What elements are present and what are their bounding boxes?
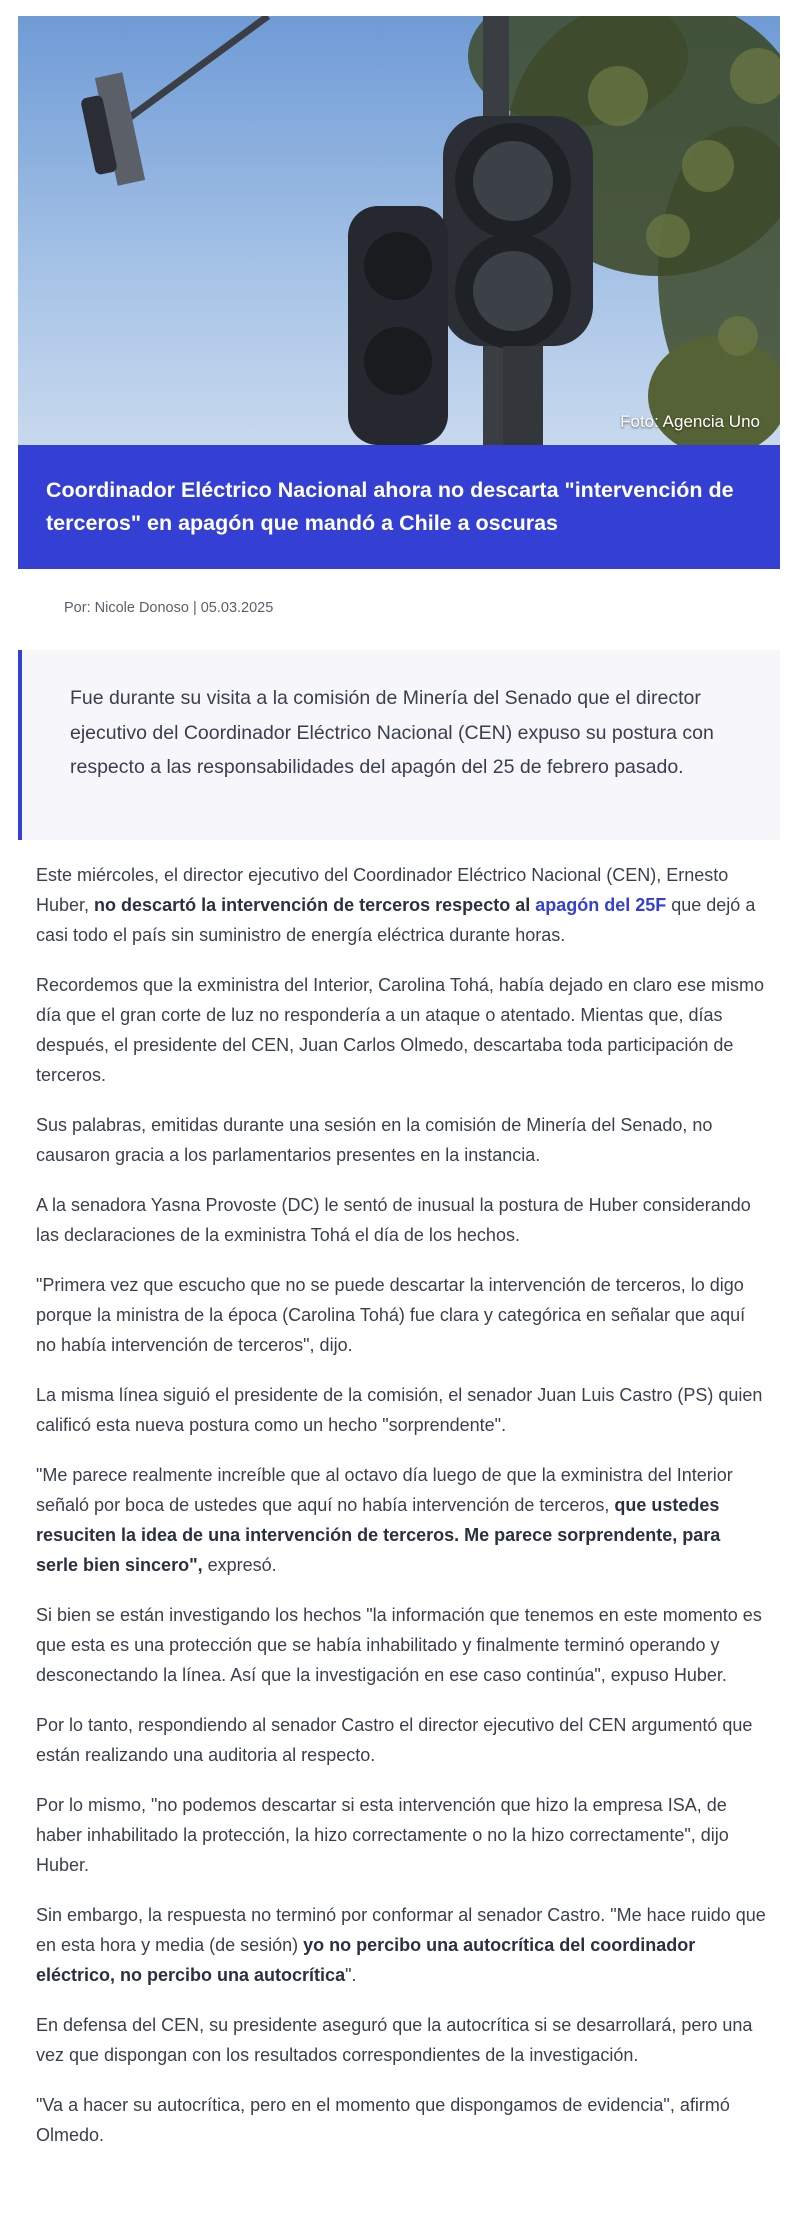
paragraph-5: "Primera vez que escucho que no se puede descartar la intervención de terceros, lo digo porque la ministra de la época (Carolina Tohá) fue clara y categórica en señalar que aquí no había intervención de terceros", dijo.	[36, 1275, 746, 1355]
paragraph-4: A la senadora Yasna Provoste (DC) le sentó de inusual la postura de Huber considerando las declaraciones de la exministra Tohá el día de los hechos.	[36, 1195, 751, 1245]
article-headline: Coordinador Eléctrico Nacional ahora no descarta "intervención de terceros" en apagón que mandó a Chile a oscuras	[46, 478, 734, 535]
apagon-25f-link[interactable]: apagón del 25F	[535, 895, 667, 915]
traffic-light-photo	[18, 16, 780, 445]
paragraph-1	[36, 860, 766, 950]
paragraph-7	[36, 1460, 766, 1580]
bold-text: que ustedes resuciten la idea de una intervención de terceros. Me parece sorprendente, para serle bien sincero",	[36, 1495, 721, 1575]
headline-banner	[18, 445, 780, 569]
paragraph-text: Este miércoles, el director ejecutivo del Coordinador Eléctrico Nacional (CEN), Ernesto Huber,	[36, 865, 729, 915]
article-lead-box	[18, 650, 780, 840]
paragraph-9: Por lo tanto, respondiendo al senador Castro el director ejecutivo del CEN argumentó que están realizando una auditoria al respecto.	[36, 1715, 753, 1765]
article-body	[36, 860, 766, 2170]
article-hero-image	[18, 16, 780, 445]
paragraph-10: Por lo mismo, "no podemos descartar si esta intervención que hizo la empresa ISA, de haber inhabilitado la protección, la hizo correctamente o no la hizo correctamente", dijo Huber.	[36, 1795, 729, 1875]
paragraph-text: expresó.	[202, 1555, 277, 1575]
paragraph-6: La misma línea siguió el presidente de la comisión, el senador Juan Luis Castro (PS) quien calificó esta nueva postura como un hecho "sorprendente".	[36, 1385, 763, 1435]
article-byline: Por: Nicole Donoso | 05.03.2025	[64, 600, 274, 616]
paragraph-text: ".	[345, 1965, 357, 1985]
article-lead: Fue durante su visita a la comisión de Minería del Senado que el director ejecutivo del Coordinador Eléctrico Nacional (CEN) expuso su postura con respecto a las responsabilidades del apagón del 25 de febrero pasado.	[70, 687, 714, 778]
paragraph-8: Si bien se están investigando los hechos "la información que tenemos en este momento es que esta es una protección que se había inhabilitado y finalmente terminó operando y desconectando la línea. Así que la investigación en ese caso continúa", expuso Huber.	[36, 1605, 762, 1685]
paragraph-2: Recordemos que la exministra del Interior, Carolina Tohá, había dejado en claro ese mismo día que el gran corte de luz no respondería a un ataque o atentado. Mientas que, días después, el presidente del CEN, Juan Carlos Olmedo, descartaba toda participación de terceros.	[36, 975, 765, 1085]
photo-credit: Foto: Agencia Uno	[620, 412, 760, 431]
paragraph-13: "Va a hacer su autocrítica, pero en el momento que dispongamos de evidencia", afirmó Olmedo.	[36, 2095, 730, 2145]
paragraph-12: En defensa del CEN, su presidente aseguró que la autocrítica si se desarrollará, pero una vez que dispongan con los resultados correspondientes de la investigación.	[36, 2015, 753, 2065]
paragraph-text: Sin embargo, la respuesta no terminó por conformar al senador Castro. "Me hace ruido que en esta hora y media (de sesión)	[36, 1905, 766, 1955]
bold-text: yo no percibo una autocrítica del coordinador eléctrico, no percibo una autocrítica	[36, 1935, 696, 1985]
paragraph-3: Sus palabras, emitidas durante una sesión en la comisión de Minería del Senado, no causaron gracia a los parlamentarios presentes en la instancia.	[36, 1115, 713, 1165]
paragraph-11	[36, 1900, 766, 1990]
paragraph-text: "Me parece realmente increíble que al octavo día luego de que la exministra del Interior señaló por boca de ustedes que aquí no había intervención de terceros,	[36, 1465, 733, 1515]
paragraph-text: que dejó a casi todo el país sin suministro de energía eléctrica durante horas.	[36, 895, 756, 945]
bold-text: no descartó la intervención de terceros respecto al	[94, 895, 536, 915]
